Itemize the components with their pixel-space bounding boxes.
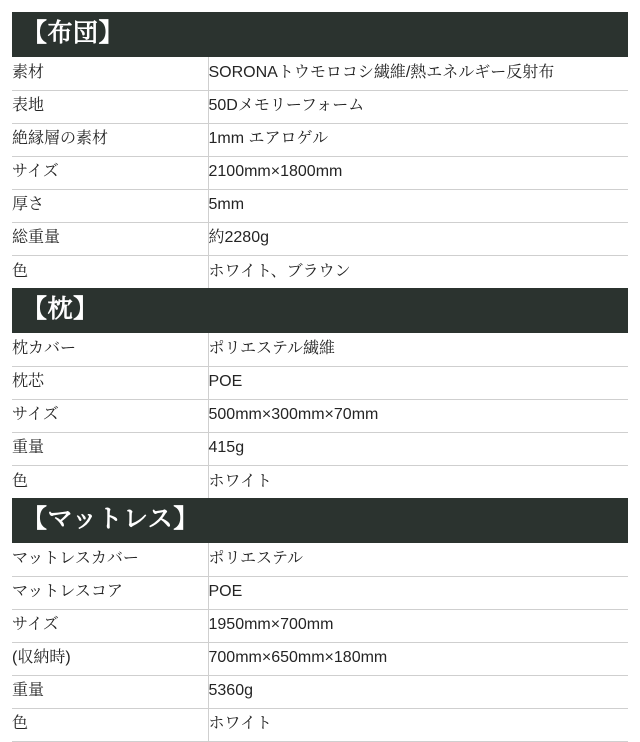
spec-label: サイズ [12,609,208,642]
table-row [12,576,628,609]
spec-label: マットレスコア [12,576,208,609]
spec-value: 1mm エアロゲル [208,123,628,156]
section-header-futon: 【布団】 [12,12,628,57]
table-row [12,123,628,156]
spec-label: 重量 [12,675,208,708]
table-row [12,189,628,222]
table-row [12,333,628,366]
spec-label: マットレスカバー [12,543,208,576]
spec-label: 素材 [12,57,208,90]
table-row [12,642,628,675]
spec-label: 枕芯 [12,366,208,399]
table-row [12,366,628,399]
table-row [12,675,628,708]
spec-value: 5mm [208,189,628,222]
spec-label: 色 [12,255,208,288]
table-row [12,708,628,741]
spec-value: 50Dメモリーフォーム [208,90,628,123]
spec-label: 総重量 [12,222,208,255]
table-row [12,57,628,90]
spec-value: ポリエステル [208,543,628,576]
spec-value: 2100mm×1800mm [208,156,628,189]
spec-label: 枕カバー [12,333,208,366]
section-mattress [12,498,628,742]
section-pillow [12,288,628,498]
table-row [12,543,628,576]
section-header-mattress: 【マットレス】 [12,498,628,543]
spec-table-futon [12,57,628,288]
spec-value: ホワイト、ブラウン [208,262,351,280]
table-row [12,156,628,189]
spec-value: ポリエステル繊維 [208,333,628,366]
spec-label: 厚さ [12,189,208,222]
spec-value: 415g [208,432,628,465]
table-row [12,399,628,432]
table-row [12,255,628,288]
spec-value: POE [208,366,628,399]
spec-value: SORONAトウモロコシ繊維/熱エネルギー反射布 [208,57,628,90]
spec-value: ホワイト [208,708,628,741]
table-row [12,609,628,642]
spec-value: POE [208,576,628,609]
spec-label: (収納時) [12,642,208,675]
section-futon [12,12,628,288]
section-header-pillow: 【枕】 [12,288,628,333]
spec-label: 絶縁層の素材 [12,123,208,156]
table-row [12,465,628,498]
spec-value: 5360g [208,675,628,708]
spec-value: 1950mm×700mm [208,609,628,642]
table-row [12,222,628,255]
spec-label: サイズ [12,156,208,189]
spec-table-mattress [12,543,628,742]
spec-value: 700mm×650mm×180mm [208,642,628,675]
table-row [12,432,628,465]
spec-label: サイズ [12,399,208,432]
spec-value: 500mm×300mm×70mm [208,399,628,432]
spec-value: 約2280g [208,222,628,255]
spec-label: 重量 [12,432,208,465]
spec-label: 色 [12,708,208,741]
table-row [12,90,628,123]
spec-label: 表地 [12,90,208,123]
spec-label: 色 [12,465,208,498]
spec-value: ホワイト [208,472,273,490]
spec-table-pillow [12,333,628,498]
